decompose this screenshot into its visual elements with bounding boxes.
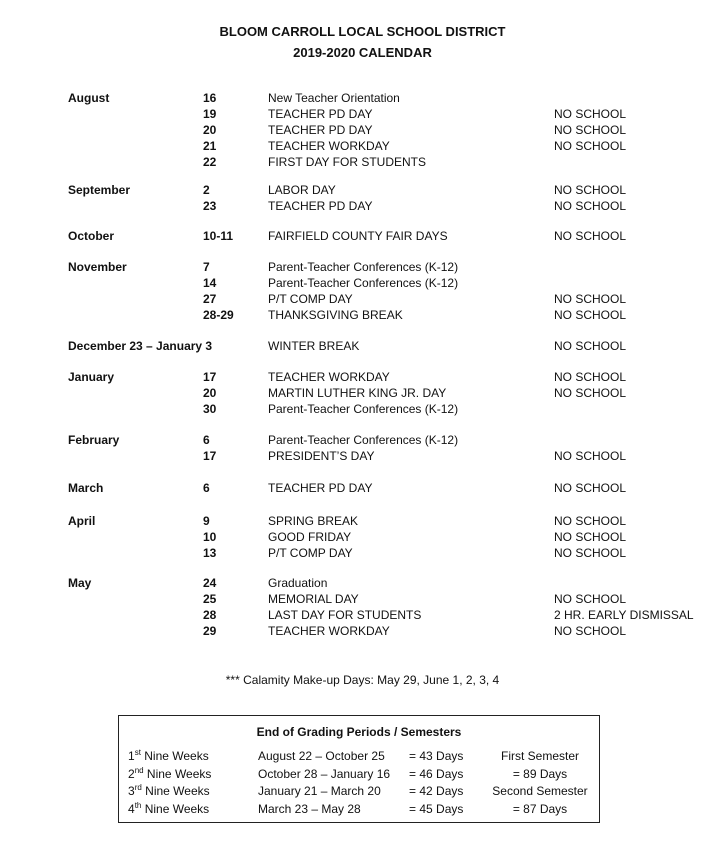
month-name: March bbox=[68, 481, 104, 495]
calendar-row bbox=[0, 183, 725, 199]
event-date: 25 bbox=[203, 592, 217, 606]
grading-row bbox=[119, 784, 599, 801]
event-date: 14 bbox=[203, 276, 217, 290]
period-name: Nine Weeks bbox=[141, 784, 210, 798]
period-number: 4 bbox=[128, 802, 135, 816]
event-date: 17 bbox=[203, 449, 217, 463]
event-date: 10 bbox=[203, 530, 217, 544]
month-name: February bbox=[68, 433, 120, 447]
school-status: NO SCHOOL bbox=[554, 592, 627, 606]
calendar-row bbox=[0, 229, 725, 245]
month-section bbox=[0, 91, 725, 171]
event-date: 29 bbox=[203, 624, 217, 638]
event-name: P/T COMP DAY bbox=[268, 292, 353, 306]
school-status: NO SCHOOL bbox=[554, 530, 627, 544]
semester-info: Second Semester bbox=[492, 784, 588, 798]
month-section bbox=[0, 183, 725, 215]
month-section bbox=[0, 481, 725, 497]
event-name: SPRING BREAK bbox=[268, 514, 359, 528]
school-status: NO SCHOOL bbox=[554, 546, 627, 560]
ordinal-suffix: nd bbox=[134, 766, 144, 775]
grading-period-label bbox=[128, 784, 210, 798]
event-date: 28-29 bbox=[203, 308, 234, 322]
calendar-row bbox=[0, 514, 725, 530]
calendar-row bbox=[0, 624, 725, 640]
calendar-row bbox=[0, 292, 725, 308]
school-status: NO SCHOOL bbox=[554, 123, 627, 137]
calendar-row bbox=[0, 308, 725, 324]
grading-period-label bbox=[128, 767, 211, 781]
event-date: 10-11 bbox=[203, 229, 234, 243]
event-date: 20 bbox=[203, 123, 217, 137]
ordinal-suffix: st bbox=[134, 748, 141, 757]
school-status: NO SCHOOL bbox=[554, 107, 627, 121]
grading-row bbox=[119, 767, 599, 784]
calendar-row bbox=[0, 370, 725, 386]
event-date: 20 bbox=[203, 386, 217, 400]
period-number: 2 bbox=[128, 767, 135, 781]
school-status: NO SCHOOL bbox=[554, 199, 627, 213]
school-status: NO SCHOOL bbox=[554, 514, 627, 528]
event-name: Parent-Teacher Conferences (K-12) bbox=[268, 402, 459, 416]
month-section bbox=[0, 576, 725, 640]
month-name: September bbox=[68, 183, 131, 197]
semester-info: = 89 Days bbox=[512, 767, 568, 781]
school-status: NO SCHOOL bbox=[554, 481, 627, 495]
event-name: Parent-Teacher Conferences (K-12) bbox=[268, 260, 459, 274]
school-status: NO SCHOOL bbox=[554, 386, 627, 400]
month-name: January bbox=[68, 370, 115, 384]
event-name: WINTER BREAK bbox=[268, 339, 360, 353]
event-name: TEACHER WORKDAY bbox=[268, 139, 390, 153]
event-date: 19 bbox=[203, 107, 217, 121]
month-name: November bbox=[68, 260, 127, 274]
calendar-row bbox=[0, 139, 725, 155]
event-date: 6 bbox=[203, 433, 210, 447]
grading-period-label bbox=[128, 749, 209, 763]
event-name: Graduation bbox=[268, 576, 328, 590]
event-date: 27 bbox=[203, 292, 217, 306]
grading-days: = 43 Days bbox=[409, 749, 464, 763]
event-name: LAST DAY FOR STUDENTS bbox=[268, 608, 422, 622]
grading-days: = 42 Days bbox=[409, 784, 464, 798]
calendar-row bbox=[0, 433, 725, 449]
district-title: BLOOM CARROLL LOCAL SCHOOL DISTRICT bbox=[219, 24, 506, 39]
event-date: 21 bbox=[203, 139, 217, 153]
grading-periods-box bbox=[118, 715, 600, 823]
event-name: Parent-Teacher Conferences (K-12) bbox=[268, 433, 459, 447]
ordinal-suffix: th bbox=[134, 801, 142, 810]
month-section bbox=[0, 514, 725, 562]
calendar-row bbox=[0, 449, 725, 465]
period-number: 1 bbox=[128, 749, 135, 763]
month-name: August bbox=[68, 91, 110, 105]
school-status: NO SCHOOL bbox=[554, 339, 627, 353]
event-name: GOOD FRIDAY bbox=[268, 530, 352, 544]
event-date: 28 bbox=[203, 608, 217, 622]
calendar-row bbox=[0, 107, 725, 123]
school-status: NO SCHOOL bbox=[554, 370, 627, 384]
semester-info: First Semester bbox=[500, 749, 579, 763]
grading-row bbox=[119, 802, 599, 819]
calamity-note: *** Calamity Make-up Days: May 29, June 1, 2, 3, 4 bbox=[225, 673, 500, 687]
grading-date-range: October 28 – January 16 bbox=[258, 767, 391, 781]
calendar-row bbox=[0, 402, 725, 418]
month-section bbox=[0, 370, 725, 418]
school-status: NO SCHOOL bbox=[554, 183, 627, 197]
calendar-row bbox=[0, 91, 725, 107]
month-section bbox=[0, 433, 725, 465]
grading-date-range: August 22 – October 25 bbox=[258, 749, 385, 763]
period-number: 3 bbox=[128, 784, 135, 798]
calendar-title: 2019-2020 CALENDAR bbox=[293, 45, 432, 60]
event-name: Parent-Teacher Conferences (K-12) bbox=[268, 276, 459, 290]
event-name: TEACHER PD DAY bbox=[268, 199, 373, 213]
event-date: 2 bbox=[203, 183, 210, 197]
calendar-row bbox=[0, 199, 725, 215]
calendar-row bbox=[0, 546, 725, 562]
event-date: 23 bbox=[203, 199, 217, 213]
event-name: THANKSGIVING BREAK bbox=[268, 308, 403, 322]
event-name: MARTIN LUTHER KING JR. DAY bbox=[268, 386, 447, 400]
month-section bbox=[0, 260, 725, 324]
grading-days: = 46 Days bbox=[409, 767, 464, 781]
calendar-row bbox=[0, 530, 725, 546]
school-status: NO SCHOOL bbox=[554, 624, 627, 638]
event-name: MEMORIAL DAY bbox=[268, 592, 359, 606]
calendar-row bbox=[0, 276, 725, 292]
period-name: Nine Weeks bbox=[140, 749, 209, 763]
event-name: New Teacher Orientation bbox=[268, 91, 400, 105]
calendar-row bbox=[0, 481, 725, 497]
calendar-row bbox=[0, 260, 725, 276]
calendar-row bbox=[0, 386, 725, 402]
event-name: PRESIDENT’S DAY bbox=[268, 449, 375, 463]
event-date: 9 bbox=[203, 514, 210, 528]
grading-date-range: January 21 – March 20 bbox=[258, 784, 381, 798]
grading-date-range: March 23 – May 28 bbox=[258, 802, 361, 816]
event-name: P/T COMP DAY bbox=[268, 546, 353, 560]
calendar-row bbox=[0, 592, 725, 608]
period-name: Nine Weeks bbox=[143, 767, 212, 781]
ordinal-suffix: rd bbox=[134, 783, 142, 792]
event-date: 17 bbox=[203, 370, 217, 384]
event-date: 16 bbox=[203, 91, 217, 105]
month-name: October bbox=[68, 229, 115, 243]
event-date: 7 bbox=[203, 260, 210, 274]
event-name: TEACHER PD DAY bbox=[268, 123, 373, 137]
event-name: TEACHER WORKDAY bbox=[268, 370, 390, 384]
month-section bbox=[0, 339, 725, 355]
calendar-row bbox=[0, 339, 725, 355]
month-name: December 23 – January 3 bbox=[68, 339, 213, 353]
school-status: 2 HR. EARLY DISMISSAL bbox=[554, 608, 694, 622]
event-date: 30 bbox=[203, 402, 217, 416]
school-status: NO SCHOOL bbox=[554, 449, 627, 463]
event-name: LABOR DAY bbox=[268, 183, 336, 197]
grading-row bbox=[119, 749, 599, 766]
period-name: Nine Weeks bbox=[141, 802, 210, 816]
event-date: 13 bbox=[203, 546, 217, 560]
event-name: TEACHER WORKDAY bbox=[268, 624, 390, 638]
grading-days: = 45 Days bbox=[409, 802, 464, 816]
school-status: NO SCHOOL bbox=[554, 139, 627, 153]
event-date: 6 bbox=[203, 481, 210, 495]
calendar-row bbox=[0, 123, 725, 139]
event-name: TEACHER PD DAY bbox=[268, 107, 373, 121]
month-section bbox=[0, 229, 725, 245]
calendar-row bbox=[0, 608, 725, 624]
semester-info: = 87 Days bbox=[512, 802, 568, 816]
month-name: April bbox=[68, 514, 96, 528]
event-name: FIRST DAY FOR STUDENTS bbox=[268, 155, 427, 169]
event-name: TEACHER PD DAY bbox=[268, 481, 373, 495]
grading-periods-title: End of Grading Periods / Semesters bbox=[256, 725, 462, 739]
event-date: 24 bbox=[203, 576, 217, 590]
calendar-row bbox=[0, 155, 725, 171]
grading-period-label bbox=[128, 802, 209, 816]
school-status: NO SCHOOL bbox=[554, 292, 627, 306]
event-name: FAIRFIELD COUNTY FAIR DAYS bbox=[268, 229, 448, 243]
school-status: NO SCHOOL bbox=[554, 308, 627, 322]
event-date: 22 bbox=[203, 155, 217, 169]
month-name: May bbox=[68, 576, 92, 590]
calendar-row bbox=[0, 576, 725, 592]
school-status: NO SCHOOL bbox=[554, 229, 627, 243]
